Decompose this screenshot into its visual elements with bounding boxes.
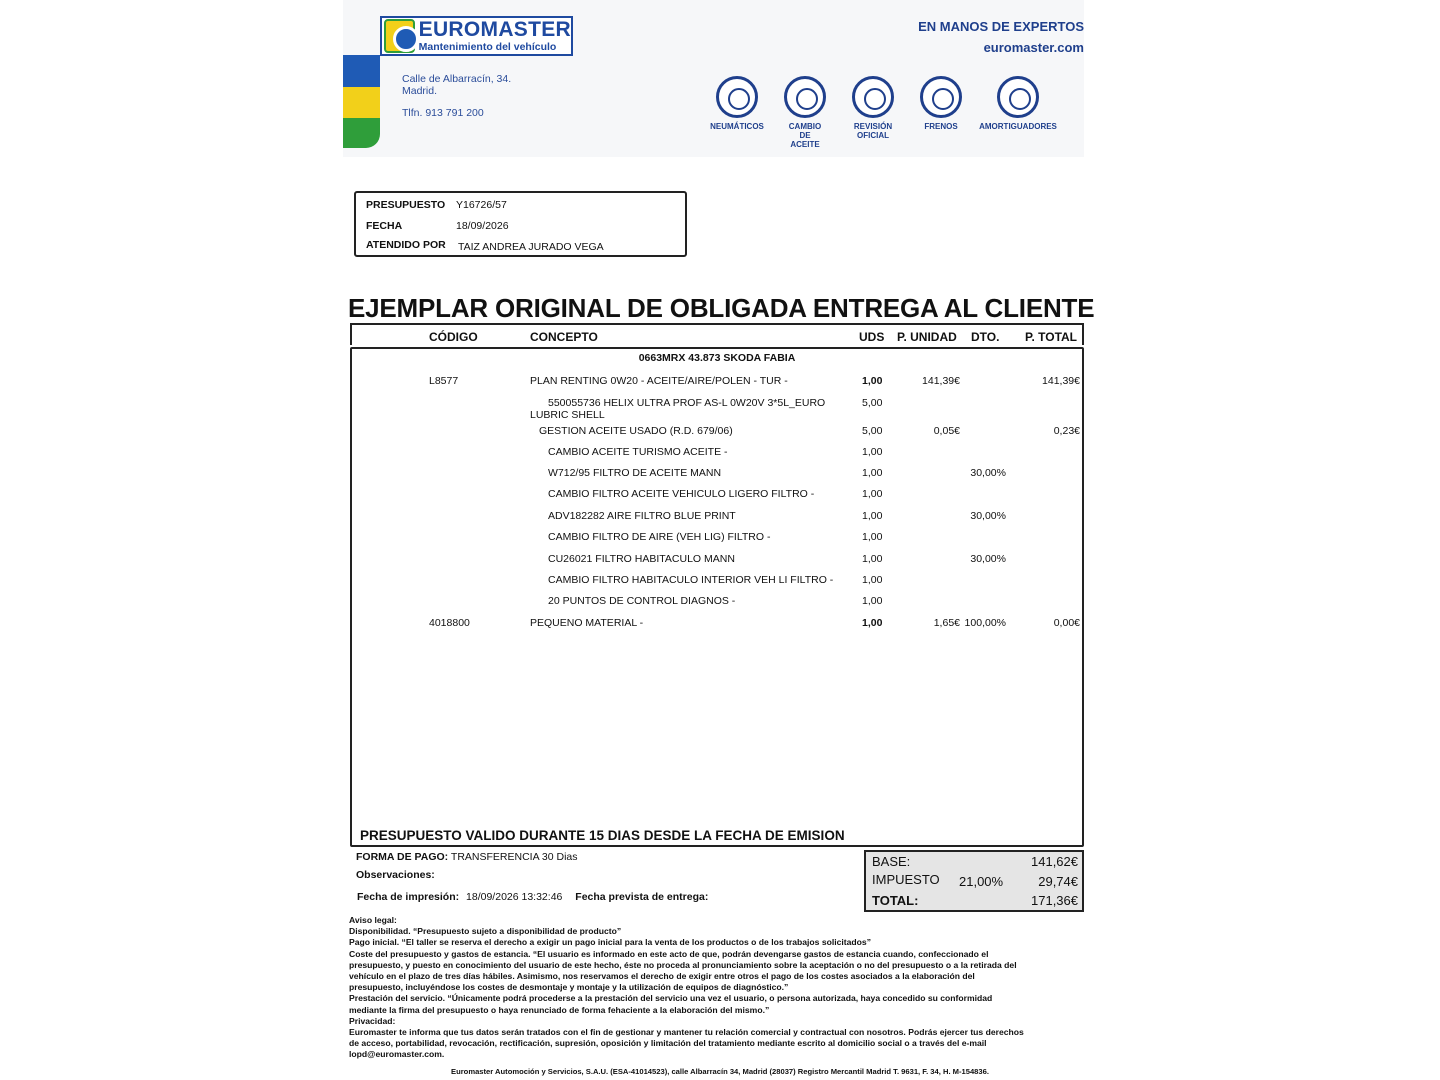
total-value: 171,36€ — [1031, 893, 1078, 908]
table-row: 20 PUNTOS DE CONTROL DIAGNOS - 1,00 — [548, 595, 883, 607]
validity-notice: PRESUPUESTO VALIDO DURANTE 15 DIAS DESDE LA FECHA DE EMISION — [360, 828, 845, 843]
table-row: CAMBIO FILTRO DE AIRE (VEH LIG) FILTRO - 1,00 — [548, 531, 883, 543]
logo-mark-icon — [384, 19, 415, 53]
base-label: BASE: — [872, 854, 911, 869]
table-row: 4018800 PEQUENO MATERIAL - 1,00 1,65€ 100,00% 0,00€ — [429, 617, 1080, 629]
table-row: ADV182282 AIRE FILTRO BLUE PRINT 1,00 30,00% — [548, 510, 1006, 522]
col-codigo: CÓDIGO — [429, 330, 478, 344]
service-frenos: FRENOS — [914, 76, 968, 131]
company-footer: Euromaster Automoción y Servicios, S.A.U. (ESA-41014523), calle Albarracín 34, Madrid (28037) Registro Mercantil Madrid T. 9631, F. 34, H. M-154836. — [451, 1067, 989, 1076]
payment-method: FORMA DE PAGO: TRANSFERENCIA 30 Dias — [356, 851, 578, 863]
budget-info-box — [354, 191, 687, 257]
table-row-continuation: LUBRIC SHELL — [530, 409, 605, 421]
website: euromaster.com — [983, 40, 1084, 55]
impuesto-rate: 21,00% — [959, 874, 1004, 889]
logo-subtitle: Mantenimiento del vehículo — [418, 41, 557, 54]
presupuesto-value: Y16726/57 — [456, 199, 507, 211]
document-title: EJEMPLAR ORIGINAL DE OBLIGADA ENTREGA AL CLIENTE — [348, 293, 1095, 323]
table-body — [350, 347, 1084, 847]
total-label: TOTAL: — [872, 893, 919, 908]
brand-stripe-blue — [343, 55, 380, 87]
fecha-value: 18/09/2026 — [456, 220, 509, 232]
brand-stripe-green — [343, 118, 380, 148]
base-value: 141,62€ — [1031, 854, 1078, 869]
atendido-value: TAIZ ANDREA JURADO VEGA — [458, 241, 604, 253]
table-row: CU26021 FILTRO HABITACULO MANN 1,00 30,00% — [548, 553, 1006, 565]
col-dto: DTO. — [971, 330, 1000, 344]
legal-notice: Aviso legal: Disponibilidad. “Presupuesto sujeto a disponibilidad de producto” Pago inicial. “El taller se reserva el derecho a exigir un pago inicial para la venta de los productos o de los trabajos solicitados” Coste del presupuesto y gastos de estancia. “El usuario es informado en este acto de que, podrán devengarse gastos de estancia cuando, confeccionado el presupuesto, y puesto en conocimiento del usuario de este hecho, éste no proceda al pronunciamiento sobre la aceptación o no del presupuesto o a la retirada del vehículo en el plazo de tres días hábiles. Asimismo, nos reservamos el derecho de exigir entre otros el pago de los costes asociados a la elaboración del presupuesto, incluyéndose los costes de desmontaje y montaje y la utilización de equipos de diagnóstico.” Prestación del servicio. “Únicamente podrá procederse a la prestación del servicio una vez el usuario, o persona autorizada, haya concedido su conformidad mediante la firma del presupuesto o haya renunciado de forma fehaciente a la elaboración del mismo.” Privacidad: Euromaster te informa que tus datos serán tratados con el fin de gestionar y mantener tu relación comercial y contractual con nosotros. Podrás ejercer tus derechos de acceso, portabilidad, revocación, rectificación, supresión, oposición y limitación del tratamiento mediante escrito al domicilio social o a través del e-mail lopd@euromaster.com. — [349, 915, 1024, 1060]
col-p-unidad: P. UNIDAD — [897, 330, 957, 344]
observations-label: Observaciones: — [356, 869, 435, 881]
atendido-label: ATENDIDO POR — [366, 239, 446, 251]
table-row: 550055736 HELIX ULTRA PROF AS-L 0W20V 3*5L_EURO 5,00 — [548, 397, 883, 409]
table-row: L8577 PLAN RENTING 0W20 - ACEITE/AIRE/POLEN - TUR - 1,00 141,39€ 141,39€ — [429, 375, 1080, 387]
col-uds: UDS — [859, 330, 885, 344]
address-line1: Calle de Albarracín, 34. — [402, 73, 512, 85]
service-cambio-aceite: CAMBIO DE ACEITE — [778, 76, 832, 149]
address-line2: Madrid. — [402, 85, 438, 97]
service-neumaticos: NEUMÁTICOS — [706, 76, 768, 131]
table-row: CAMBIO ACEITE TURISMO ACEITE - 1,00 — [548, 446, 883, 458]
impuesto-label: IMPUESTO — [872, 872, 940, 887]
brand-stripe-yellow — [343, 87, 380, 118]
vehicle-line: 0663MRX 43.873 SKODA FABIA — [638, 352, 796, 364]
service-revision-oficial: REVISIÓN OFICIAL — [846, 76, 900, 140]
table-row: CAMBIO FILTRO HABITACULO INTERIOR VEH LI FILTRO - 1,00 — [548, 574, 883, 586]
fecha-label: FECHA — [366, 220, 403, 232]
totals-box — [864, 850, 1084, 912]
col-concepto: CONCEPTO — [530, 330, 598, 344]
table-row: CAMBIO FILTRO ACEITE VEHICULO LIGERO FILTRO - 1,00 — [548, 488, 883, 500]
print-date: Fecha de impresión: 18/09/2026 13:32:46 Fecha prevista de entrega: — [357, 891, 709, 903]
table-header — [350, 323, 1084, 345]
impuesto-value: 29,74€ — [1038, 874, 1078, 889]
presupuesto-label: PRESUPUESTO — [366, 199, 446, 211]
logo-name: EUROMASTER — [418, 18, 571, 42]
service-amortiguadores: AMORTIGUADORES — [975, 76, 1061, 131]
shock-absorber-icon — [997, 76, 1039, 118]
col-p-total: P. TOTAL — [1025, 330, 1078, 344]
slogan: EN MANOS DE EXPERTOS — [918, 19, 1084, 34]
table-row: GESTION ACEITE USADO (R.D. 679/06) 5,00 0,05€ 0,23€ — [539, 425, 1080, 437]
table-row: W712/95 FILTRO DE ACEITE MANN 1,00 30,00% — [548, 467, 1006, 479]
oil-change-icon — [784, 76, 826, 118]
car-inspection-icon — [852, 76, 894, 118]
euromaster-logo — [380, 16, 573, 56]
phone: Tlfn. 913 791 200 — [402, 107, 484, 119]
tire-icon — [716, 76, 758, 118]
brake-icon — [920, 76, 962, 118]
